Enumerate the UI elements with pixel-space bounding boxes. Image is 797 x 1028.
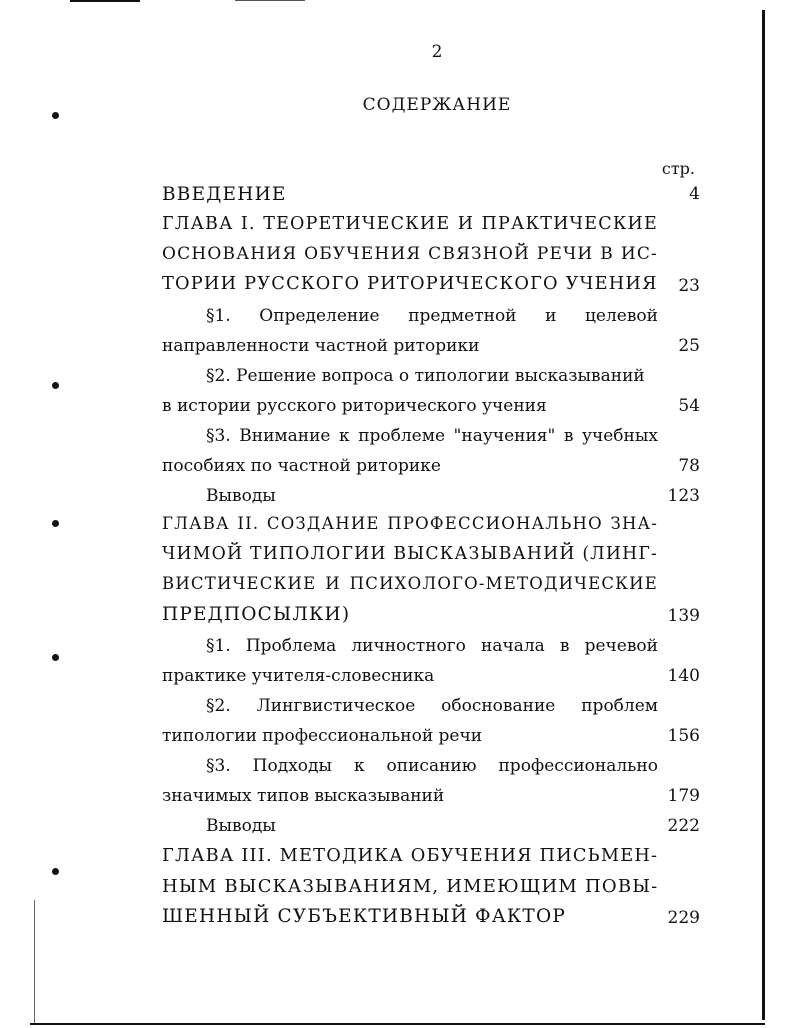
- toc-page-number: 156: [667, 726, 700, 746]
- toc-page-number: 229: [667, 908, 700, 928]
- page-number: 2: [431, 42, 443, 62]
- toc-page-number: 139: [667, 606, 700, 626]
- binder-hole-5: [52, 868, 59, 875]
- binder-hole-4: [52, 654, 59, 661]
- toc-section-1-2-line-2: в истории русского риторического учения: [162, 396, 547, 416]
- toc-section-1-2-line-1: §2. Решение вопроса о типологии высказываний: [206, 366, 645, 386]
- toc-page-number: 23: [678, 276, 700, 296]
- toc-chapter-3-line-3: ШЕННЫЙ СУБЪЕКТИВНЫЙ ФАКТОР: [162, 906, 566, 927]
- toc-section-2-3-line-1: §3. Подходы к описанию профессионально: [206, 756, 658, 776]
- toc-page-number: 4: [689, 184, 700, 204]
- toc-chapter-1-line-1: ГЛАВА I. ТЕОРЕТИЧЕСКИЕ И ПРАКТИЧЕСКИЕ: [162, 214, 658, 234]
- toc-entry-intro: [162, 184, 658, 214]
- toc-chapter-2-line-1: ГЛАВА II. СОЗДАНИЕ ПРОФЕССИОНАЛЬНО ЗНА-: [162, 514, 658, 533]
- scan-edge-bottom: [30, 1023, 765, 1025]
- toc-section-2-2-line-2: типологии профессиональной речи: [162, 726, 483, 746]
- toc-chapter-2-line-2: ЧИМОЙ ТИПОЛОГИИ ВЫСКАЗЫВАНИЙ (ЛИНГ-: [162, 544, 658, 564]
- toc-conclusions-2: Выводы: [206, 816, 276, 836]
- page-title: СОДЕРЖАНИЕ: [362, 95, 512, 115]
- toc-section-2-3-line-2: значимых типов высказываний: [162, 786, 445, 806]
- toc-chapter-2-line-3: ВИСТИЧЕСКИЕ И ПСИХОЛОГО-МЕТОДИЧЕСКИЕ: [162, 574, 658, 593]
- binder-hole-2: [52, 382, 59, 389]
- toc-section-1-1-line-2: направленности частной риторики: [162, 336, 480, 356]
- toc-chapter-3-line-1: ГЛАВА III. МЕТОДИКА ОБУЧЕНИЯ ПИСЬМЕН-: [162, 846, 659, 866]
- page-column-header: стр.: [661, 159, 695, 178]
- scan-edge-left-bottom: [34, 900, 35, 1023]
- toc-section-1-3-line-1: §3. Внимание к проблеме "научения" в учебных: [206, 426, 658, 446]
- binder-hole-3: [52, 520, 59, 527]
- toc-section-1-3-line-2: пособиях по частной риторике: [162, 456, 441, 476]
- toc-page-number: 123: [667, 486, 700, 506]
- toc-section-1-1-line-1: §1. Определение предметной и целевой: [206, 306, 658, 326]
- toc-page-number: 78: [678, 456, 700, 476]
- toc-entry-text: ВВЕДЕНИЕ: [162, 184, 287, 205]
- toc-section-2-2-line-1: §2. Лингвистическое обоснование проблем: [206, 696, 658, 716]
- toc-page-number: 222: [667, 816, 700, 836]
- toc-chapter-3-line-2: НЫМ ВЫСКАЗЫВАНИЯМ, ИМЕЮЩИМ ПОВЫ-: [162, 876, 659, 897]
- toc-chapter-2-line-4: ПРЕДПОСЫЛКИ): [162, 604, 351, 625]
- toc-conclusions-1: Выводы: [206, 486, 276, 506]
- toc-section-2-1-line-2: практике учителя-словесника: [162, 666, 435, 686]
- scan-edge-top-left: [70, 0, 140, 2]
- scan-edge-top-right: [235, 0, 305, 1]
- toc-chapter-1-line-3: ТОРИИ РУССКОГО РИТОРИЧЕСКОГО УЧЕНИЯ: [162, 274, 658, 294]
- scan-edge-right: [762, 10, 765, 1020]
- toc-page-number: 179: [667, 786, 700, 806]
- toc-page-number: 25: [678, 336, 700, 356]
- toc-page-number: 54: [678, 396, 700, 416]
- toc-page-number: 140: [667, 666, 700, 686]
- toc-section-2-1-line-1: §1. Проблема личностного начала в речевой: [206, 636, 658, 656]
- toc-chapter-1-line-2: ОСНОВАНИЯ ОБУЧЕНИЯ СВЯЗНОЙ РЕЧИ В ИС-: [162, 244, 658, 264]
